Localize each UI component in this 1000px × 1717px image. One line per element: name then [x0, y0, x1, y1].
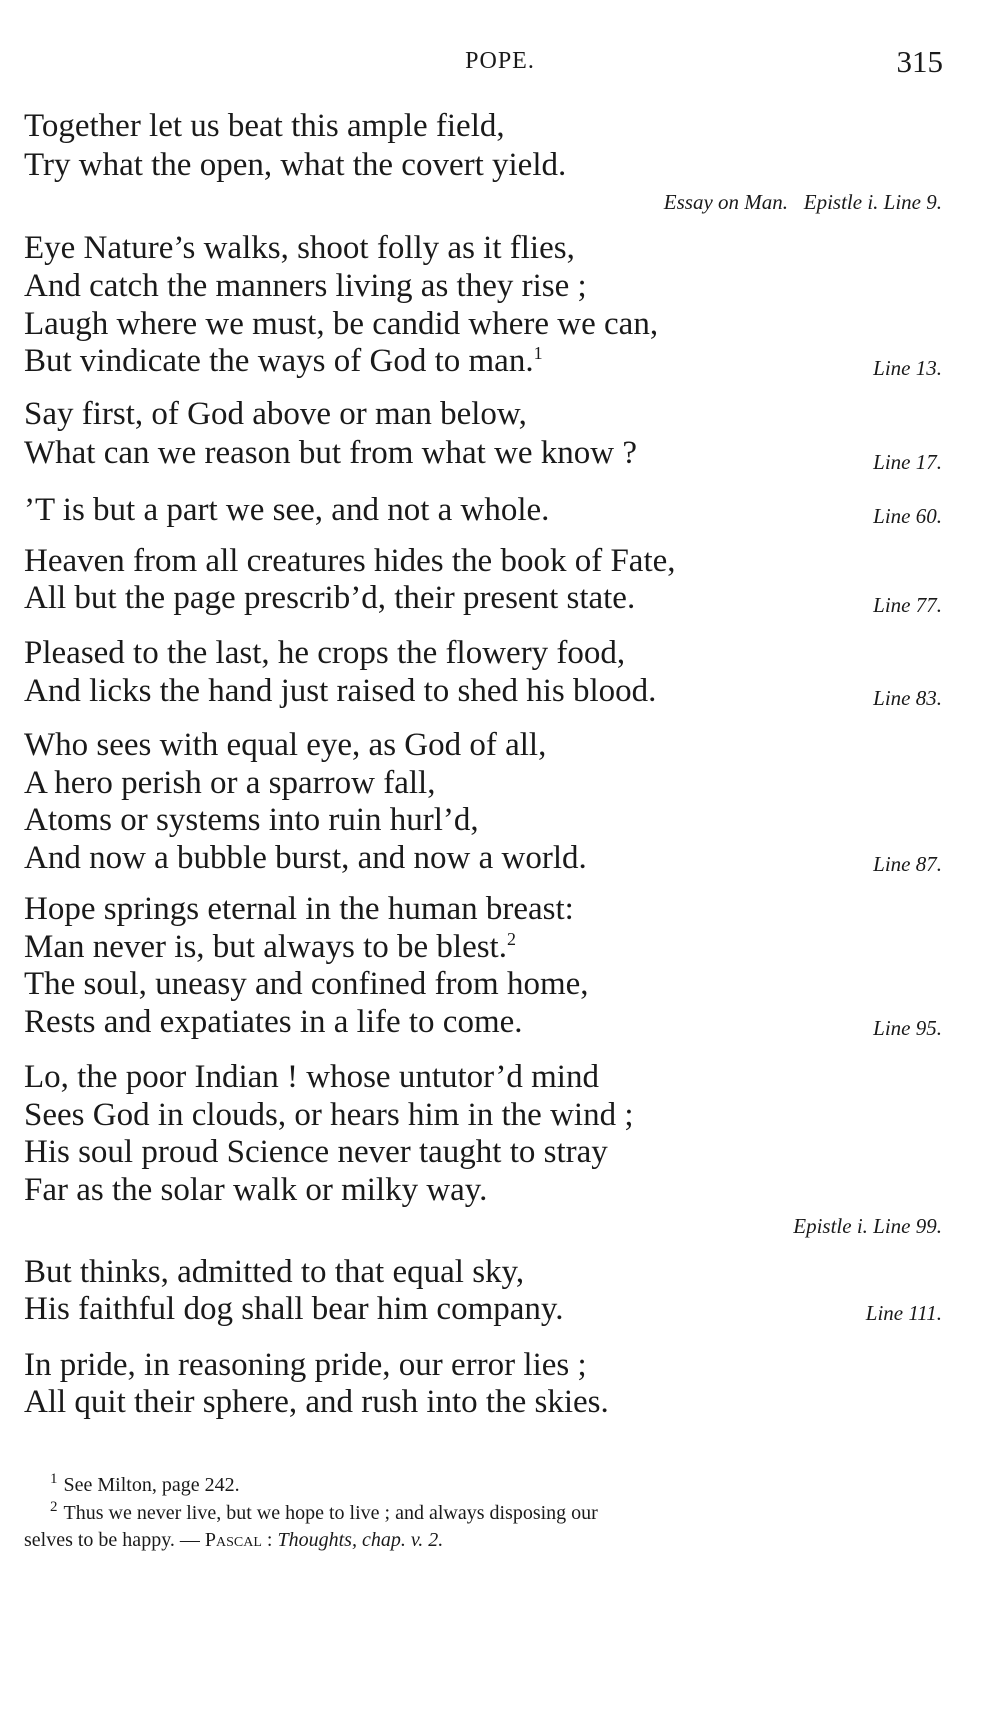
- citation: Essay on Man. Epistle i. Line 9.: [663, 190, 942, 214]
- citation: Line 60.: [873, 504, 942, 528]
- verse-line: The soul, uneasy and confined from home,: [24, 966, 589, 1002]
- footnote-2-continued: selves to be happy. — Pascal : Thoughts, chap. v. 2.: [24, 1529, 444, 1551]
- citation: Line 95.: [873, 1016, 942, 1040]
- footnote-number: 2: [50, 1499, 58, 1516]
- citation: Line 17.: [873, 450, 942, 474]
- verse-line: Say first, of God above or man below,: [24, 396, 527, 432]
- footnote-2: $^2$ Thus we never live, but we hope to live ; and always disposing our: [50, 1499, 598, 1524]
- verse-line: And now a bubble burst, and now a world.: [24, 840, 587, 876]
- footnote-work: Thoughts, chap. v. 2.: [277, 1529, 444, 1551]
- verse-line: A hero perish or a sparrow fall,: [24, 765, 436, 801]
- citation: Line 83.: [873, 686, 942, 710]
- verse-line: Eye Nature’s walks, shoot folly as it flies,: [24, 230, 575, 266]
- citation: Line 87.: [873, 852, 942, 876]
- verse-line: Rests and expatiates in a life to come.: [24, 1004, 523, 1040]
- footnote-1: $^1$ See Milton, page 242.: [50, 1471, 240, 1496]
- verse-line: Lo, the poor Indian ! whose untutor’d mind: [24, 1059, 599, 1095]
- verse-line: His faithful dog shall bear him company.: [24, 1291, 564, 1327]
- verse-line: But vindicate the ways of God to man.$^1$: [24, 343, 543, 379]
- verse-line: Heaven from all creatures hides the book of Fate,: [24, 543, 676, 579]
- verse-line: Far as the solar walk or milky way.: [24, 1172, 488, 1208]
- footnote-number: 1: [50, 1471, 58, 1488]
- citation: Line 111.: [865, 1301, 942, 1325]
- verse-line: Try what the open, what the covert yield.: [24, 147, 567, 183]
- verse-line: Who sees with equal eye, as God of all,: [24, 727, 547, 763]
- running-head: POPE.: [465, 48, 535, 74]
- verse-line: His soul proud Science never taught to stray: [24, 1134, 608, 1170]
- verse-line: And catch the manners living as they rise ;: [24, 268, 587, 304]
- verse-line: All quit their sphere, and rush into the skies.: [24, 1384, 609, 1420]
- verse-line: What can we reason but from what we know ?: [24, 435, 638, 471]
- verse-line: All but the page prescrib’d, their present state.: [24, 580, 636, 616]
- citation: Line 13.: [873, 356, 942, 380]
- verse-line: Together let us beat this ample field,: [24, 108, 505, 144]
- footnote-author: Pascal: [204, 1529, 262, 1551]
- citation: Line 77.: [873, 593, 942, 617]
- footnote-marker: 1: [533, 343, 543, 363]
- verse-line: In pride, in reasoning pride, our error lies ;: [24, 1347, 587, 1383]
- page-number: 315: [896, 44, 943, 79]
- citation: Epistle i. Line 99.: [793, 1214, 942, 1238]
- verse-line: Hope springs eternal in the human breast:: [24, 891, 574, 927]
- verse-line: And licks the hand just raised to shed his blood.: [24, 673, 657, 709]
- verse-line: Pleased to the last, he crops the flowery food,: [24, 635, 626, 671]
- footnote-marker: 2: [506, 929, 516, 949]
- verse-line: Atoms or systems into ruin hurl’d,: [24, 802, 479, 838]
- verse-line: Laugh where we must, be candid where we can,: [24, 306, 659, 342]
- verse-line: Man never is, but always to be blest.$^2$: [24, 929, 516, 965]
- verse-line: But thinks, admitted to that equal sky,: [24, 1254, 525, 1290]
- verse-line: Sees God in clouds, or hears him in the wind ;: [24, 1097, 634, 1133]
- verse-line: ’T is but a part we see, and not a whole.: [24, 492, 550, 528]
